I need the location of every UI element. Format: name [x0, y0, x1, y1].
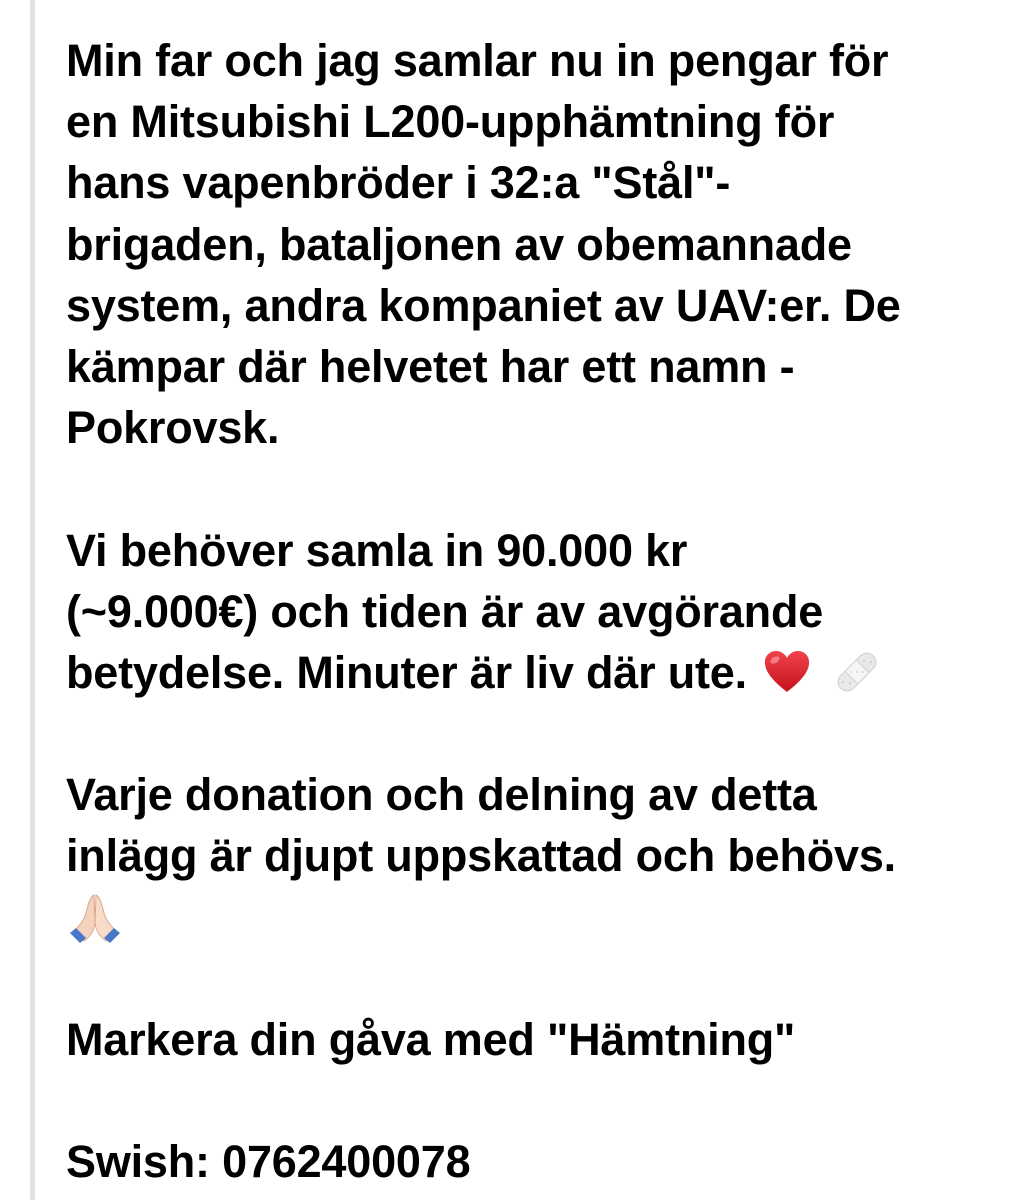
paragraph-fundraiser-intro — [66, 30, 1011, 458]
text-line: Varje donation och delning av detta — [66, 769, 817, 821]
left-margin-rule — [30, 0, 35, 1200]
folded-hands-icon — [66, 891, 124, 945]
emoji-line — [66, 887, 1011, 948]
swish-number-text: Swish: 0762400078 — [66, 1136, 471, 1188]
text-line: Pokrovsk. — [66, 402, 280, 454]
paragraph-gift-marking — [66, 1009, 1011, 1070]
note-body[interactable] — [66, 30, 1011, 1193]
paragraph-donation-appeal — [66, 764, 1011, 948]
text-line: inlägg är djupt uppskattad och behövs. — [66, 830, 896, 882]
red-heart-icon — [763, 650, 811, 694]
text-fragment: betydelse. Minuter är liv där ute. — [66, 646, 747, 698]
text-line: (~9.000€) och tiden är av avgörande — [66, 585, 824, 637]
adhesive-bandage-icon — [832, 647, 882, 697]
text-line: brigaden, bataljonen av obemannade — [66, 218, 852, 270]
text-line: Min far och jag samlar nu in pengar för — [66, 35, 889, 86]
text-line: Markera din gåva med "Hämtning" — [66, 1014, 796, 1065]
text-line: en Mitsubishi L200-upphämtning för — [66, 96, 835, 148]
text-line-with-emoji — [66, 642, 1011, 703]
paragraph-goal — [66, 520, 1011, 704]
paragraph-swish-number — [66, 1131, 1011, 1192]
text-line: kämpar där helvetet har ett namn - — [66, 340, 795, 392]
text-line: system, andra kompaniet av UAV:er. De — [66, 279, 901, 331]
text-line: hans vapenbröder i 32:a "Stål"- — [66, 157, 731, 209]
text-line: Vi behöver samla in 90.000 kr — [66, 524, 688, 576]
